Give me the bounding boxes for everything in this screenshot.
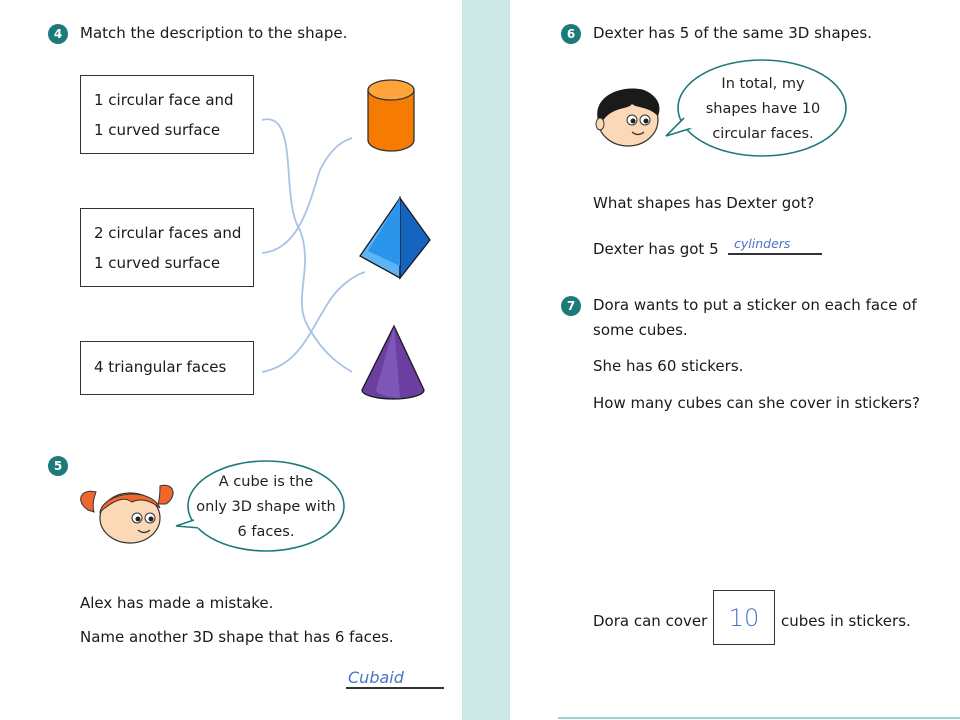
question-5-statement: Alex has made a mistake. bbox=[80, 594, 274, 612]
question-6-answer-line bbox=[728, 253, 822, 255]
question-7-stickers: She has 60 stickers. bbox=[593, 357, 744, 375]
question-4-prompt: Match the description to the shape. bbox=[80, 24, 348, 42]
question-7-answer: 10 bbox=[728, 603, 760, 632]
description-box-2-line1: 2 circular faces and bbox=[94, 224, 242, 242]
question-7-answer-suffix: cubes in stickers. bbox=[781, 612, 911, 630]
description-box-1-line2: 1 curved surface bbox=[94, 121, 221, 139]
speech-5-line2: only 3D shape with bbox=[196, 499, 336, 515]
speech-bubble-5-text bbox=[186, 470, 346, 545]
pyramid-icon[interactable] bbox=[358, 196, 432, 282]
question-5-answer[interactable]: Cubaid bbox=[348, 668, 404, 687]
speech-6-line1: In total, my bbox=[721, 76, 805, 92]
question-5-question: Name another 3D shape that has 6 faces. bbox=[80, 628, 394, 646]
question-6-answer-prefix: Dexter has got 5 bbox=[593, 240, 719, 258]
speech-5-line3: 6 faces. bbox=[237, 524, 295, 540]
question-7-prompt-line2: some cubes. bbox=[593, 321, 688, 339]
speech-6-line2: shapes have 10 bbox=[705, 101, 821, 117]
question-7-answer-prefix: Dora can cover bbox=[593, 612, 708, 630]
question-4-number: 4 bbox=[48, 24, 68, 44]
speech-6-line3: circular faces. bbox=[712, 126, 814, 142]
bottom-rule bbox=[558, 717, 960, 719]
cone-icon[interactable] bbox=[360, 324, 426, 402]
cylinder-icon[interactable] bbox=[366, 78, 416, 154]
question-5-answer-line bbox=[346, 687, 444, 689]
boy-avatar bbox=[592, 86, 664, 148]
speech-5-line1: A cube is the bbox=[218, 474, 314, 490]
question-6-number: 6 bbox=[561, 24, 581, 44]
description-box-2-line2: 1 curved surface bbox=[94, 254, 221, 272]
page-gutter bbox=[462, 0, 510, 720]
speech-bubble-6-text bbox=[684, 72, 842, 147]
question-7-number: 7 bbox=[561, 296, 581, 316]
question-6-prompt: Dexter has 5 of the same 3D shapes. bbox=[593, 24, 872, 42]
question-6-answer[interactable]: cylinders bbox=[734, 236, 791, 251]
question-7-prompt-line1: Dora wants to put a sticker on each face of bbox=[593, 296, 917, 314]
question-5-number: 5 bbox=[48, 456, 68, 476]
question-6-question: What shapes has Dexter got? bbox=[593, 194, 815, 212]
girl-avatar bbox=[80, 482, 174, 546]
question-7-question: How many cubes can she cover in stickers? bbox=[593, 394, 920, 412]
description-box-3-line1: 4 triangular faces bbox=[94, 358, 227, 376]
question-7-answer-box[interactable] bbox=[713, 590, 775, 645]
description-box-1-line1: 1 circular face and bbox=[94, 91, 234, 109]
